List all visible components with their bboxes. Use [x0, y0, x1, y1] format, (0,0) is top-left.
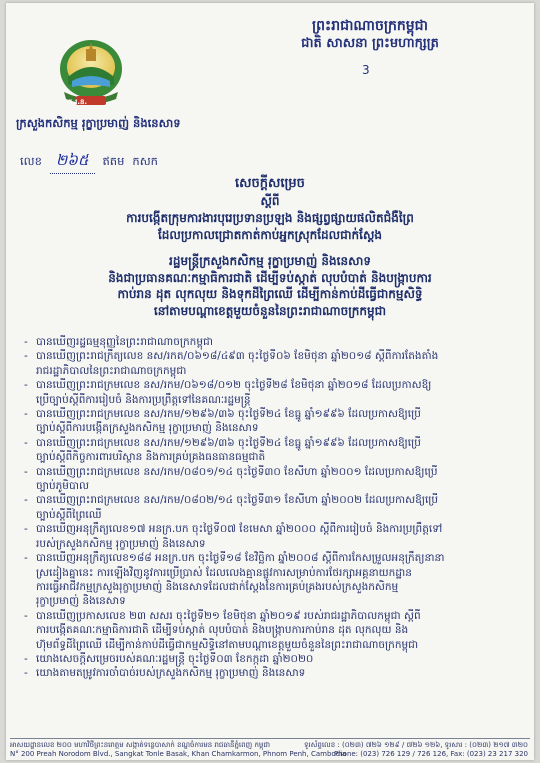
legal-basis-text: បានឃើញព្រះរាជក្រមលេខ នស/រកម/១២៩៦/៣៦ ចុះថ្ងៃទី២៤ ខែធ្នូ ឆ្នាំ១៩៩៦ ដែលប្រកាសឱ្យប្រើ: [36, 436, 421, 449]
legal-basis-item: [24, 479, 524, 493]
legal-basis-item: [24, 566, 524, 580]
legal-basis-text: ការបង្កើតគណៈកម្មាធិការជាតិ ដើម្បីទប់ស្កាត់ លុបបំបាត់ និងបង្ក្រាបការកាប់រាន ដុត លុកលុយ និង: [36, 624, 409, 637]
logo-caption: ក.រ.ន.: [68, 98, 88, 106]
issuer-line3: កាប់រាន ដុត លុកលុយ និងទុកដីព្រៃឈើ ដើម្បីកាន់កាប់ដីធ្វើជាកម្មសិទ្ធិ: [117, 287, 423, 301]
legal-basis-text: បានឃើញព្រះរាជក្រមលេខ នស/រកម/០៨០២/១៤ ចុះថ្ងៃទី៣១ ខែសីហា ឆ្នាំ២០០២ ដែលប្រកាសឱ្យប្រើ: [36, 494, 439, 507]
legal-basis-item: [24, 508, 524, 522]
legal-basis-item: [24, 623, 524, 637]
legal-basis-item: [24, 364, 524, 378]
legal-basis-item: [24, 537, 524, 551]
bullet-dash: -: [24, 667, 28, 680]
decision-heading: សេចក្តីសម្រេច: [235, 176, 305, 191]
legal-basis-text: របស់ក្រសួងកសិកម្ម រុក្ខាប្រមាញ់ និងនេសាទ: [36, 537, 206, 550]
decision-subject-line1: ការបង្កើតក្រុមការងារបុរេប្រទានប្រឡង និងផ្សព្វផ្សាយផលិតជំងឺព្រៃ: [126, 211, 414, 225]
legal-basis-list: [24, 335, 524, 681]
reference-prefix: លេខ: [20, 154, 42, 168]
issuer-line2: និងជាប្រធានគណៈកម្មាធិការជាតិ ដើម្បីទប់ស្កាត់ លុបបំបាត់ និងបង្ក្រាបការ: [108, 270, 432, 285]
legal-basis-text: រុក្ខាប្រមាញ់ និងនេសាទ: [36, 595, 126, 608]
legal-basis-item: [24, 436, 524, 450]
bullet-dash: -: [24, 336, 28, 348]
legal-basis-text: បានឃើញប្រកាសលេខ ២៣ សសរ ចុះថ្ងៃទី២១ ខែមិថុនា ឆ្នាំ២០១៩ របស់រាជរដ្ឋាភិបាលកម្ពុជា ស្តីពី: [36, 609, 421, 622]
decision-subject-line2: ដែលប្រកាលជ្រោតកាត់កាប់អ្នកស្រុកដែលជាក់ស្តែង: [157, 228, 382, 242]
legal-basis-text: ហ៊ុមព័ទ្ធដីព្រៃឈើ ដើម្បីកាន់កាប់ដីធ្វើជាកម្មសិទ្ធិនៅតាមបណ្តាខេត្តមួយចំនួននៃព្រះរាជាណាចក្រកម្ពុជា: [36, 638, 419, 651]
legal-basis-item: [24, 652, 524, 666]
legal-basis-item: [24, 580, 524, 594]
legal-basis-item: [24, 666, 524, 680]
ministry-name: ក្រសួងកសិកម្ម រុក្ខាប្រមាញ់ និងនេសាទ: [16, 116, 181, 130]
bullet-dash: -: [24, 652, 28, 665]
legal-basis-text: បានឃើញព្រះរាជក្រមលេខ នស/រកម/០៦១៨/០១២ ចុះថ្ងៃទី២៨ ខែមិថុនា ឆ្នាំ២០១៨ ដែលប្រកាសឱ្យ: [36, 379, 432, 392]
legal-basis-item: [24, 493, 524, 507]
national-motto: ជាតិ សាសនា ព្រះមហាក្សត្រ: [301, 36, 439, 51]
legal-basis-text: យោងសេចក្តីសម្រេចរបស់គណៈរដ្ឋមន្ត្រី ចុះថ្ងៃទី០៣ ខែកក្កដា ឆ្នាំ២០២០: [36, 652, 314, 665]
bullet-dash: -: [24, 350, 28, 363]
footer-divider: [10, 738, 530, 739]
legal-basis-text: ច្បាប់ស្តីពីកិច្ចការពារបរិស្ថាន និងការគ្រប់គ្រងធនធានធម្មជាតិ: [36, 451, 266, 464]
legal-basis-item: [24, 450, 524, 464]
ornament-divider: 3: [362, 63, 372, 77]
legal-basis-text: បានឃើញរដ្ឋធម្មនុញ្ញនៃព្រះរាជាណាចក្រកម្ពុជា: [36, 336, 213, 348]
footer-phone-kh: ទូរស័ព្ទលេខ : (០២៣) ៧២៦ ១២៩ / ៧២៦ ១២៦, ទូរសារ : (០២៣) ២១៧ ៣២០: [304, 741, 528, 749]
legal-basis-text: រាជរដ្ឋាភិបាលនៃព្រះរាជាណាចក្រកម្ពុជា: [36, 364, 187, 377]
legal-basis-text: បានឃើញអនុក្រឹត្យលេខ១៧ អនក្រ.បក ចុះថ្ងៃទី០៧ ខែមេសា ឆ្នាំ២០០០ ស្តីពីការរៀបចំ និងការប្រព្រឹត្តទៅ: [36, 523, 443, 536]
legal-basis-text: បានឃើញព្រះរាជក្រមលេខ នស/រកម/០៨០១/១៤ ចុះថ្ងៃទី៣០ ខែសីហា ឆ្នាំ២០០១ ដែលប្រកាសឱ្យប្រើ: [36, 465, 438, 478]
legal-basis-text: ការធ្វើអាជីវកម្មក្រសួងរុក្ខាប្រមាញ់ និងនេសាទដែលជាក់ស្តែងនៃការគ្រប់គ្រងរបស់ក្រសួងកសិកម្ម: [36, 580, 399, 593]
footer-phone-en: Phone: (023) 726 129 / 726 126, Fax: (023) 23 217 320: [334, 750, 528, 758]
issuer-line1: រដ្ឋមន្ត្រីក្រសួងកសិកម្ម រុក្ខាប្រមាញ់ និងនេសាទ: [169, 254, 371, 268]
legal-basis-item: [24, 594, 524, 608]
legal-basis-item: [24, 349, 524, 363]
footer-contact: [304, 741, 528, 759]
legal-basis-item: [24, 609, 524, 623]
decision-about: ស្តីពី: [260, 194, 280, 208]
issuer-block: [6, 253, 534, 319]
bullet-dash: -: [24, 523, 28, 536]
decision-title: [6, 175, 534, 244]
legal-basis-text: បានឃើញព្រះរាជក្រមលេខ នស/រកម/១២៩៦/៣៦ ចុះថ្ងៃទី២៤ ខែធ្នូ ឆ្នាំ១៩៩៦ ដែលប្រកាសឱ្យប្រើ: [36, 408, 421, 421]
legal-basis-item: [24, 638, 524, 652]
bullet-dash: -: [24, 465, 28, 478]
legal-basis-text: ច្បាប់ស្តីពីការបង្កើតក្រសួងកសិកម្ម រុក្ខាប្រមាញ់ និងនេសាទ: [36, 422, 259, 435]
bullet-dash: -: [24, 408, 28, 421]
legal-basis-item: [24, 522, 524, 536]
legal-basis-item: [24, 335, 524, 349]
ministry-logo: [56, 37, 126, 111]
legal-basis-item: [24, 465, 524, 479]
legal-basis-text: ស្រដៀងគ្នានេះ ការឡើងវិញនូវការប្រើប្រាស់ ដែលលេងគ្មានផ្លូវការសម្រាប់ការថែរក្សាអគ្គនាយកដ្ឋាន: [36, 566, 412, 579]
footer-address: [10, 741, 346, 759]
legal-basis-text: បានឃើញអនុក្រឹត្យលេខ១៨៨ អនក្រ.បក ចុះថ្ងៃទី១៨ ខែវិច្ឆិកា ឆ្នាំ២០០៨ ស្តីពីការកែសម្រួលអនុក្រឹត្យនានា: [36, 552, 445, 565]
legal-basis-text: បានឃើញព្រះរាជក្រឹត្យលេខ នស/រកត/០៦១៨/៤៩៣ ចុះថ្ងៃទី០៦ ខែមិថុនា ឆ្នាំ២០១៨ ស្តីពីការតែងតាំង: [36, 350, 439, 363]
legal-basis-text: ច្បាប់ភូមិបាល: [36, 480, 89, 493]
reference-end: កសក: [132, 154, 158, 168]
legal-basis-text: ច្បាប់ស្តីពីព្រៃឈើ: [36, 508, 102, 521]
bullet-dash: -: [24, 609, 28, 622]
legal-basis-text: ប្រើច្បាប់ស្តីពីការរៀបចំ និងការប្រព្រឹត្តទៅនៃគណៈរដ្ឋមន្ត្រី: [36, 393, 251, 406]
footer-address-kh: អាសយដ្ឋានលេខ ២០០ មហាវិថីព្រះនរោត្តម សង្កាត់ទន្លេបាសាក់ ខណ្ឌចំការមន រាជធានីភ្នំពេញ កម្ពុជា: [10, 741, 270, 749]
issuer-line4: នៅតាមបណ្តាខេត្តមួយចំនួននៃព្រះរាជាណាចក្រកម្ពុជា: [153, 303, 387, 318]
bullet-dash: -: [24, 552, 28, 565]
bullet-dash: -: [24, 379, 28, 392]
legal-basis-text: យោងតាមតម្រូវការចាំបាច់របស់ក្រសួងកសិកម្ម រុក្ខាប្រមាញ់ និងនេសាទ: [36, 667, 306, 680]
kingdom-name: ព្រះរាជាណាចក្រកម្ពុជា: [311, 18, 428, 34]
reference-number: ២៦៥: [50, 151, 95, 174]
legal-basis-item: [24, 421, 524, 435]
legal-basis-item: [24, 551, 524, 565]
document-page: [6, 3, 534, 760]
reference-number-line: [20, 151, 158, 174]
bullet-dash: -: [24, 494, 28, 507]
bullet-dash: -: [24, 436, 28, 449]
reference-suffix: ឥតម: [102, 154, 125, 168]
legal-basis-item: [24, 393, 524, 407]
footer-address-en: N° 200 Preah Norodom Blvd., Sangkat Tonle Basak, Khan Chamkarmon, Phnom Penh, Cambodia: [10, 750, 347, 758]
legal-basis-item: [24, 407, 524, 421]
legal-basis-item: [24, 378, 524, 392]
